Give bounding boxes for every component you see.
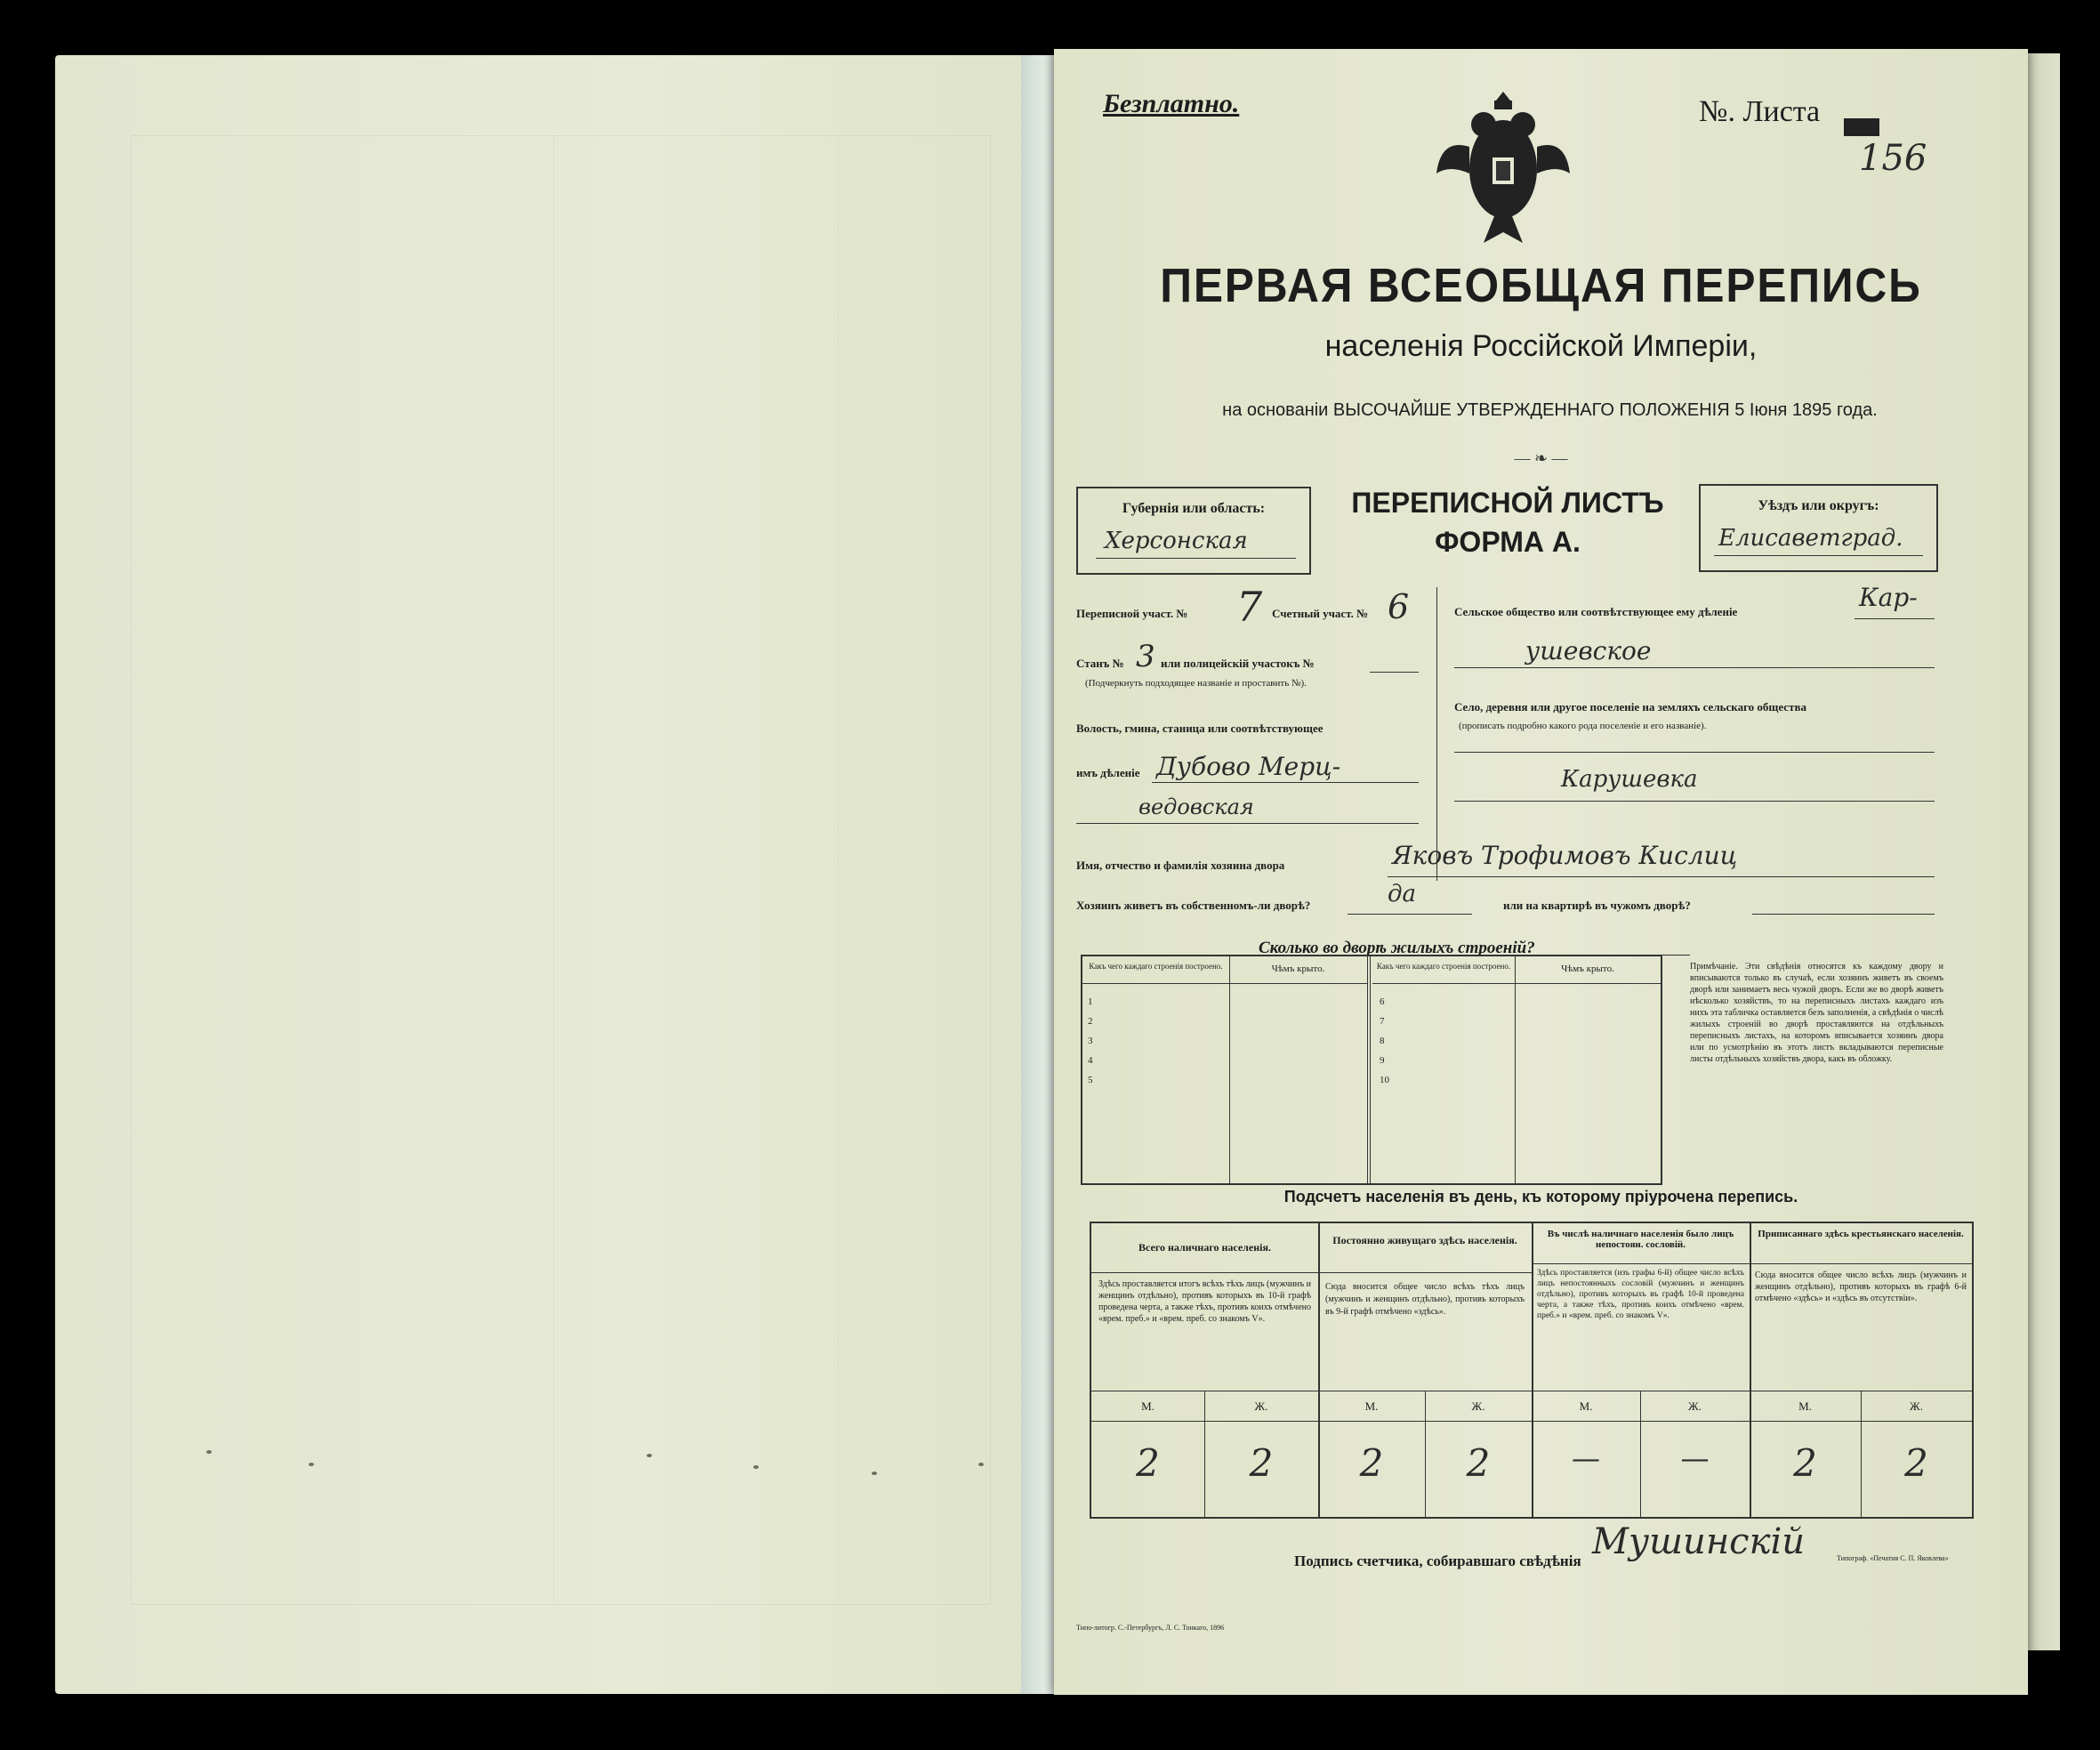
buildings-col-head: Какъ чего каждаго строенія построено. <box>1376 962 1511 971</box>
buildings-table-right <box>1372 956 1661 1183</box>
row-number: 8 <box>1380 1036 1385 1046</box>
nonpermanent-female-value: — <box>1680 1441 1710 1475</box>
volost-underline <box>1152 782 1419 783</box>
total-female-value: 2 <box>1249 1441 1274 1485</box>
head-rule <box>1532 1263 1750 1264</box>
permanent-male-value: 2 <box>1359 1441 1384 1485</box>
printer-imprint-right: Типограф. «Печатня С. П. Яковлева» <box>1837 1554 1949 1562</box>
summary-col-desc: Здѣсь проставляется (изъ графы 6-й) общее число всѣхъ лицъ непостоянныхъ сословій (мужчинъ и женщинъ отдѣльно), противъ которыхъ въ графѣ 10-й проведена черта, а также тѣхъ, противъ коихъ отмѣчено «врем. преб.» и «врем. преб. со знакомъ V». <box>1537 1269 1744 1320</box>
male-label: М. <box>1579 1399 1593 1413</box>
summary-col-head: Въ числѣ наличнаго населенія было лицъ непостоян. сословій. <box>1547 1229 1734 1250</box>
row-number: 4 <box>1088 1055 1093 1066</box>
col-rule <box>1229 956 1230 1183</box>
printer-imprint-left: Типо-литогр. С.-Петербургъ, Л. С. Тонкаго, 1896 <box>1076 1624 1225 1632</box>
sheet-number-label: №. Листа <box>1699 95 1821 128</box>
owner-underline <box>1388 876 1935 877</box>
buildings-table <box>1081 955 1662 1185</box>
note-text: Примѣчаніе. Эти свѣдѣнія относятся къ каждому двору и вписываются только въ случаѣ, если хозяинъ живетъ въ своемъ дворѣ или занимаетъ весь чужой дворъ. Если же во дворѣ живетъ нѣсколько хозяйствъ, то на переписныхъ листахъ каждаго изъ нихъ эта табличка оставляется безъ заполненія, а свѣдѣнія о числѣ жилыхъ строеній во дворѣ проставляются на отдѣльныхъ переписныхъ листахъ, на которомъ вписывается хозяинъ двора или по усмотрѣнію въ этотъ листъ вкладываются переписные листы отдѣльныхъ хозяйствъ двора, какъ въ обложку. <box>1690 962 1943 1064</box>
selsk-value-2: ушевское <box>1525 636 1652 665</box>
form-type-title: ПЕРЕПИСНОЙ ЛИСТЪ <box>1351 487 1664 519</box>
faint-rule <box>553 135 554 1603</box>
row-numbers-right <box>1380 992 1389 1090</box>
form-type-letter: ФОРМА А. <box>1435 526 1581 558</box>
male-label: М. <box>1141 1399 1155 1413</box>
form-header-boxes <box>1076 487 1957 616</box>
male-label: М. <box>1798 1399 1812 1413</box>
owner-value: Яковъ Трофимовъ Кислиц <box>1392 841 1738 870</box>
lives-label-2: или на квартирѣ въ чужомъ дворѣ? <box>1503 899 1691 912</box>
summary-title: Подсчетъ населенія въ день, къ которому пріурочена перепись. <box>1283 1188 1798 1206</box>
uezd-value: Елисаветград. <box>1718 525 1903 552</box>
head-rule <box>1372 983 1661 984</box>
row-number: 10 <box>1380 1075 1389 1085</box>
guberniya-label: Губернія или область: <box>1122 501 1266 516</box>
col-rule <box>1515 956 1516 1183</box>
form-subtitle: населенія Россійской Имперіи, <box>1324 329 1758 363</box>
selo-note: (прописать подробно какого рода поселеніе и его названіе). <box>1459 721 1707 731</box>
buildings-question: Сколько во дворѣ жилыхъ строеній? <box>1259 939 1535 957</box>
head-rule <box>1750 1263 1972 1264</box>
ornament-divider: — ❧ — <box>1514 449 1568 467</box>
enumerator-signature: Мушинскій <box>1592 1521 1806 1562</box>
row-number: 9 <box>1380 1055 1385 1066</box>
male-label: М. <box>1364 1399 1379 1413</box>
schet-uch-label: Счетный участ. № <box>1272 607 1369 620</box>
stan-note: (Подчеркнуть подходящее названіе и проставить №). <box>1085 678 1307 689</box>
ink-spot <box>647 1454 652 1457</box>
buildings-col-head: Чѣмъ крыто. <box>1561 964 1614 974</box>
head-rule <box>1091 1272 1318 1273</box>
buildings-table-left <box>1082 956 1371 1183</box>
mf-bottom-rule <box>1091 1421 1972 1422</box>
faint-grid <box>131 135 991 1605</box>
row-number: 5 <box>1088 1075 1093 1085</box>
summary-col-desc: Сюда вносится общее число всѣхъ тѣхъ лицъ (мужчинъ и женщинъ отдѣльно), противъ которыхъ въ 9-й графѣ отмѣчено «здѣсь». <box>1325 1282 1525 1317</box>
volost-label: Волость, гмина, станица или соотвѣтствующее <box>1076 722 1324 735</box>
nonpermanent-male-value: — <box>1572 1441 1600 1475</box>
selo-underline-2 <box>1454 801 1935 802</box>
ink-spot <box>872 1472 877 1475</box>
guberniya-value: Херсонская <box>1105 528 1248 554</box>
row-number: 6 <box>1380 996 1385 1007</box>
female-label: Ж. <box>1471 1399 1485 1413</box>
lives-underline <box>1348 914 1472 915</box>
uezd-underline <box>1714 555 1923 556</box>
head-rule <box>1318 1272 1532 1273</box>
summary-col-desc: Здѣсь проставляется итогъ всѣхъ тѣхъ лицъ (мужчинъ и женщинъ отдѣльно), противъ которыхъ въ 10-й графѣ проведена черта, а также тѣхъ, противъ коихъ отмѣчено «врем. преб.» и «врем. преб. со знакомъ V». <box>1098 1279 1311 1324</box>
selsk-underline-2 <box>1454 667 1935 668</box>
lives-underline-2 <box>1752 914 1935 915</box>
head-rule <box>1082 983 1367 984</box>
selo-value: Карушевка <box>1561 766 1698 793</box>
uezd-box <box>1699 484 1938 572</box>
census-form-page <box>1054 49 2028 1695</box>
schet-uch-value: 6 <box>1388 587 1410 626</box>
field-divider <box>1436 587 1437 881</box>
volost-value-2: ведовская <box>1139 794 1254 819</box>
female-label: Ж. <box>1688 1399 1702 1413</box>
faint-rule <box>838 135 839 1603</box>
buildings-col-head: Какъ чего каждаго строенія построено. <box>1089 962 1223 971</box>
volost-value: Дубово Мерц- <box>1156 752 1341 781</box>
free-label: Безплатно. <box>1103 89 1240 118</box>
peasant-female-value: 2 <box>1904 1441 1928 1485</box>
ink-spot <box>978 1463 984 1466</box>
peasant-male-value: 2 <box>1793 1441 1817 1485</box>
form-legal-basis: на основаніи ВЫСОЧАЙШЕ УТВЕРЖДЕННАГО ПОЛОЖЕНІЯ 5 Іюня 1895 года. <box>1222 400 1878 420</box>
summary-table <box>1090 1222 1974 1519</box>
row-number: 2 <box>1088 1016 1093 1027</box>
stan-underline <box>1370 672 1419 673</box>
row-number: 7 <box>1380 1016 1385 1027</box>
row-numbers-left <box>1088 992 1093 1090</box>
selsk-label: Сельское общество или соотвѣтствующее ему дѣленіе <box>1454 605 1738 618</box>
summary-col-head: Приписаннаго здѣсь крестьянскаго населенія. <box>1758 1229 1964 1239</box>
uezd-label: Уѣздъ или округъ: <box>1758 498 1879 513</box>
selsk-value: Кар- <box>1859 583 1918 612</box>
selo-underline <box>1454 752 1935 753</box>
row-number: 1 <box>1088 996 1093 1007</box>
female-label: Ж. <box>1910 1399 1923 1413</box>
imperial-eagle-icon <box>1432 85 1574 249</box>
perep-uch-label: Переписной участ. № <box>1076 607 1188 620</box>
stan-value: 3 <box>1136 639 1155 674</box>
owner-label: Имя, отчество и фамилія хозяина двора <box>1076 859 1285 872</box>
form-main-title: ПЕРВАЯ ВСЕОБЩАЯ ПЕРЕПИСЬ <box>1160 259 1922 312</box>
left-blank-page <box>55 55 1039 1694</box>
permanent-female-value: 2 <box>1466 1441 1491 1485</box>
volost-label-2: имъ дѣленіе <box>1076 766 1140 779</box>
lives-value: да <box>1388 881 1416 907</box>
stan-rest-label: или полицейскій участокъ № <box>1161 657 1315 670</box>
summary-col-head: Постоянно живущаго здѣсь населенія. <box>1332 1234 1517 1246</box>
signature-label: Подпись счетчика, собиравшаго свѣдѣнія <box>1294 1552 1581 1569</box>
sheet-number-value: 156 <box>1859 138 1927 179</box>
guberniya-underline <box>1096 558 1296 559</box>
volost-underline-2 <box>1076 823 1419 824</box>
selo-label: Село, деревня или другое поселеніе на земляхъ сельскаго общества <box>1454 700 1806 714</box>
summary-col-head: Всего наличнаго населенія. <box>1139 1241 1271 1254</box>
lives-label: Хозяинъ живетъ въ собственномъ-ли дворѣ? <box>1076 899 1311 912</box>
perep-uch-value: 7 <box>1236 583 1263 631</box>
guberniya-box <box>1076 487 1311 575</box>
total-male-value: 2 <box>1136 1441 1160 1485</box>
row-number: 3 <box>1088 1036 1093 1046</box>
sheet-number-blot <box>1844 118 1879 136</box>
buildings-col-head: Чѣмъ крыто. <box>1271 964 1325 974</box>
ink-spot <box>206 1450 212 1454</box>
selsk-underline <box>1855 618 1935 619</box>
stan-label: Станъ № <box>1076 657 1124 670</box>
female-label: Ж. <box>1254 1399 1268 1413</box>
ink-spot <box>753 1465 759 1469</box>
summary-col-desc: Сюда вносится общее число всѣхъ лицъ (мужчинъ и женщинъ отдѣльно), противъ которыхъ въ графѣ 6-й отмѣчено «здѣсь» и «здѣсь въ отсутствіи». <box>1755 1270 1967 1303</box>
ink-spot <box>309 1463 314 1466</box>
